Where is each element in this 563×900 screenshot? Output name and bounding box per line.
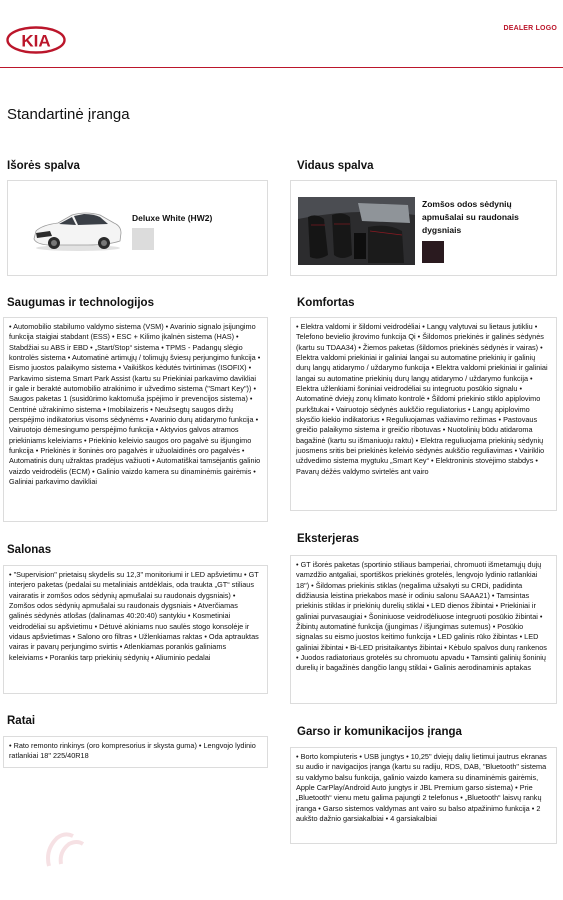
interior-color-title: Vidaus spalva <box>297 160 374 172</box>
audio-title: Garso ir komunikacijos įranga <box>297 726 462 738</box>
interior-color-swatch[interactable] <box>422 241 444 263</box>
dealer-logo: DEALER LOGO <box>503 25 557 32</box>
audio-box <box>290 747 557 844</box>
safety-text: • Automobilio stabilumo valdymo sistema (VSM) • Avarinio signalo įsijungimo funkcija staigiai stabdant (ESS) • ESC + Kilimo įkalnėn sistema (HAS) • Stabdžiai su ABS ir EBD • „Start/Stop“ sistema • TPMS - Padangų slėgio kontrolės sistema • Automatinė artimųjų / tolimųjų šviesų perjungimo funkcija • Eismo juostos palaikymo sistema • Vaikiškos kėdutės tvirtinimas (ISOFIX) • Parkavimo sistema Smart Park Assist (kartu su Priekiniai parkavimo davikliai ir gale ir beraktė automobilio atrakinimo ir užvedimo sistema ("Smart Key")) • Saugos paketas 1 (susidūrimo kaktomuša įspėjimo ir prevencijos sistema) • Centrinė užrakinimo sistema • Imobilaizeris • Neužsegtų saugos diržų perspėjimo indikatorius visoms sėdynėms • Avarinio durų atidarymo funkcija • Vairuotojo dėmesingumo perspėjimo funkcija • Aktyvios galvos atramos priekiniams keleiviams • Priekinio keleivio saugos oro pagalvė su išjungimo funkcija • Priekinės ir šoninės oro pagalvės ir užuolaidinės oro pagalvės • Automatinis durų užraktas pradėjus važiuoti • Automatiškai tamsėjantis galinio vaizdo veidrodėlis (ECM) • Galinio vaizdo kamera su dinaminėmis gairėmis • Galiniai parkavimo davikliai <box>9 322 261 487</box>
wheels-box <box>3 736 268 768</box>
interior-color-name: Zomšos odos sėdynių apmušalai su raudonais dygsniais <box>422 199 519 235</box>
header <box>0 0 563 70</box>
car-image <box>28 203 124 253</box>
exterior-box <box>290 555 557 704</box>
kia-logo-text: KIA <box>21 31 51 51</box>
interior-text: • "Supervision" prietaisų skydelis su 12,3" monitoriumi ir LED apšvietimu • GT interjero paketas (pedalai su metaliniais antdėklais, oda traukta „GT“ stiliaus vairaratis ir zomšos odos sėdynių apmušalai su raudonais dygsniais) • Zomšos odos sėdynių apmušalai su raudonais dygsniais • Atverčiamas galinės sėdynės atlošas (dalinamas 40:20:40) santykiu • Kosmetiniai veidrodėliai su apšvietimu • Dėtuvė akiniams nuo saulės stogo konsolėje ir vidaus apšvietimas • Salono oro filtras • Užlenkiamas raktas • Oda aptrauktas vairas ir pavarų perjungimo svirtis • Atlenkiamas porankis galiniams keleiviams • Porankis tarp priekinių sėdynių • Aliuminio pedalai <box>9 570 259 662</box>
comfort-box <box>290 317 557 511</box>
interior-color-card <box>290 180 557 276</box>
exterior-color-title: Išorės spalva <box>7 160 80 172</box>
safety-title: Saugumas ir technologijos <box>7 297 154 309</box>
exterior-color-name: Deluxe White (HW2) <box>132 213 213 223</box>
page-title: Standartinė įranga <box>7 106 130 123</box>
comfort-title: Komfortas <box>297 297 355 309</box>
kia-logo <box>6 26 66 54</box>
audio-text: • Borto kompiuteris • USB jungtys • 10,25" dviejų dalių lietimui jautrus ekranas su audio ir navigacijos įranga (kartu su radiju, RDS, DAB, "Bluetooth" sistema su valdymo balsu funkcija, galinio vaizdo kamera su dinaminėmis gairėmis, Apple CarPlay/Android Auto jungtys ir JBL Premium garso sistema) • Prie „Bluetooth“ vienu metu galima pajungti 2 telefonus • „Bluetooth“ laisvų rankų įranga • Garso sistemos valdymas ant vairo su balso atpažinimo funkcija • 2 aukšto dažnio garsiakalbiai • 4 garsiakalbiai <box>296 752 547 824</box>
comfort-text: • Elektra valdomi ir šildomi veidrodėliai • Langų valytuvai su lietaus jutikliu • Telefono bevielio įkrovimo funkcija Qi • Šildomos priekinės ir galinės sėdynės (kartu su TDAA34) • Žiemos paketas (šildomos priekinės sėdynės ir vairas) • Elektra valdomi priekiniai ir galiniai langai su automatine priekinių ir galinių durų langų atidarymo / uždarymo funkcija • Elektra valdomi priekiniai ir galiniai langai su automatine priekinių durų langų atidarymo / uždarymo funkcija • Elektra užlenkiami šoniniai veidrodėliai su integruotu posūkio signalu • Automatinė dviejų zonų klimato kontrolė • Šildomi priekinio stiklo apiplovimo purkštukai • Vairuotojo sėdynės aukščio reguliatorius • Langų apiplovimo skysčio kiekio indikatorius • Reguliuojamas važiavimo režimas • Pastovaus greičio palaikymo sistema ir greičio ribotuvas • Nuotolinių būdu atidaroma bagažinė (kartu su išmaniuoju raktu) • Elektra reguliuojama priekinių sėdynių juosmens sritis bei priekinės keleivio sėdynės aukščio reguliavimas • Vairiklio uždvedimo sistema mygtuku „Smart Key“ • Elektroninis stovėjimo stabdys • Pavarų dėžės valdymo svirtelės ant vairo <box>296 322 548 476</box>
interior-box <box>3 565 268 694</box>
exterior-color-swatch[interactable] <box>132 228 154 250</box>
wheels-title: Ratai <box>7 715 36 727</box>
watermark-logo <box>43 830 89 870</box>
interior-title: Salonas <box>7 544 52 556</box>
safety-box <box>3 317 268 522</box>
interior-image <box>298 197 415 265</box>
exterior-color-card <box>7 180 268 276</box>
header-divider <box>0 67 563 68</box>
exterior-text: • GT išorės paketas (sportinio stiliaus bamperiai, chromuoti išmetamųjų dujų vamzdžio antgaliai, sportiškos priekinės grotelės, lengvojo lydinio ratlankiai 18") • Šildomas priekinis stiklas (negalima užsakyti su CRDi, padidinta didžiausia leistina priekabos masė ir odiniu salonu SAAA21) • Tamsintas priekinis stiklas ir priekinių durelių stiklai • LED dienos žibintai • Priekiniai ir galiniai purvasaugiai • Šoniniuose veidrodėliuose integruoti posūkio žibintai • Žibintų automatinė funkcija (įjungimas / išjungimas sutemus) • Posūkio signalas su eismo juostos keitimo funkcija • LED galinis rūko žibintas • LED galiniai žibintai • Bi-LED prisitaikantys žibintai • Kėbulo spalvos durų rankenos • Juodos radiatoriaus grotelės su chromuotu apvadu • Tamsinti galinių šoninių durelių ir bagažinės dangčio langų stiklai • Galinis aerodinaminis aptakas <box>296 560 547 673</box>
wheels-text: • Rato remonto rinkinys (oro kompresorius ir skysta guma) • Lengvojo lydinio ratlankiai 18" 225/40R18 <box>9 741 256 761</box>
exterior-title: Eksterjeras <box>297 533 360 545</box>
